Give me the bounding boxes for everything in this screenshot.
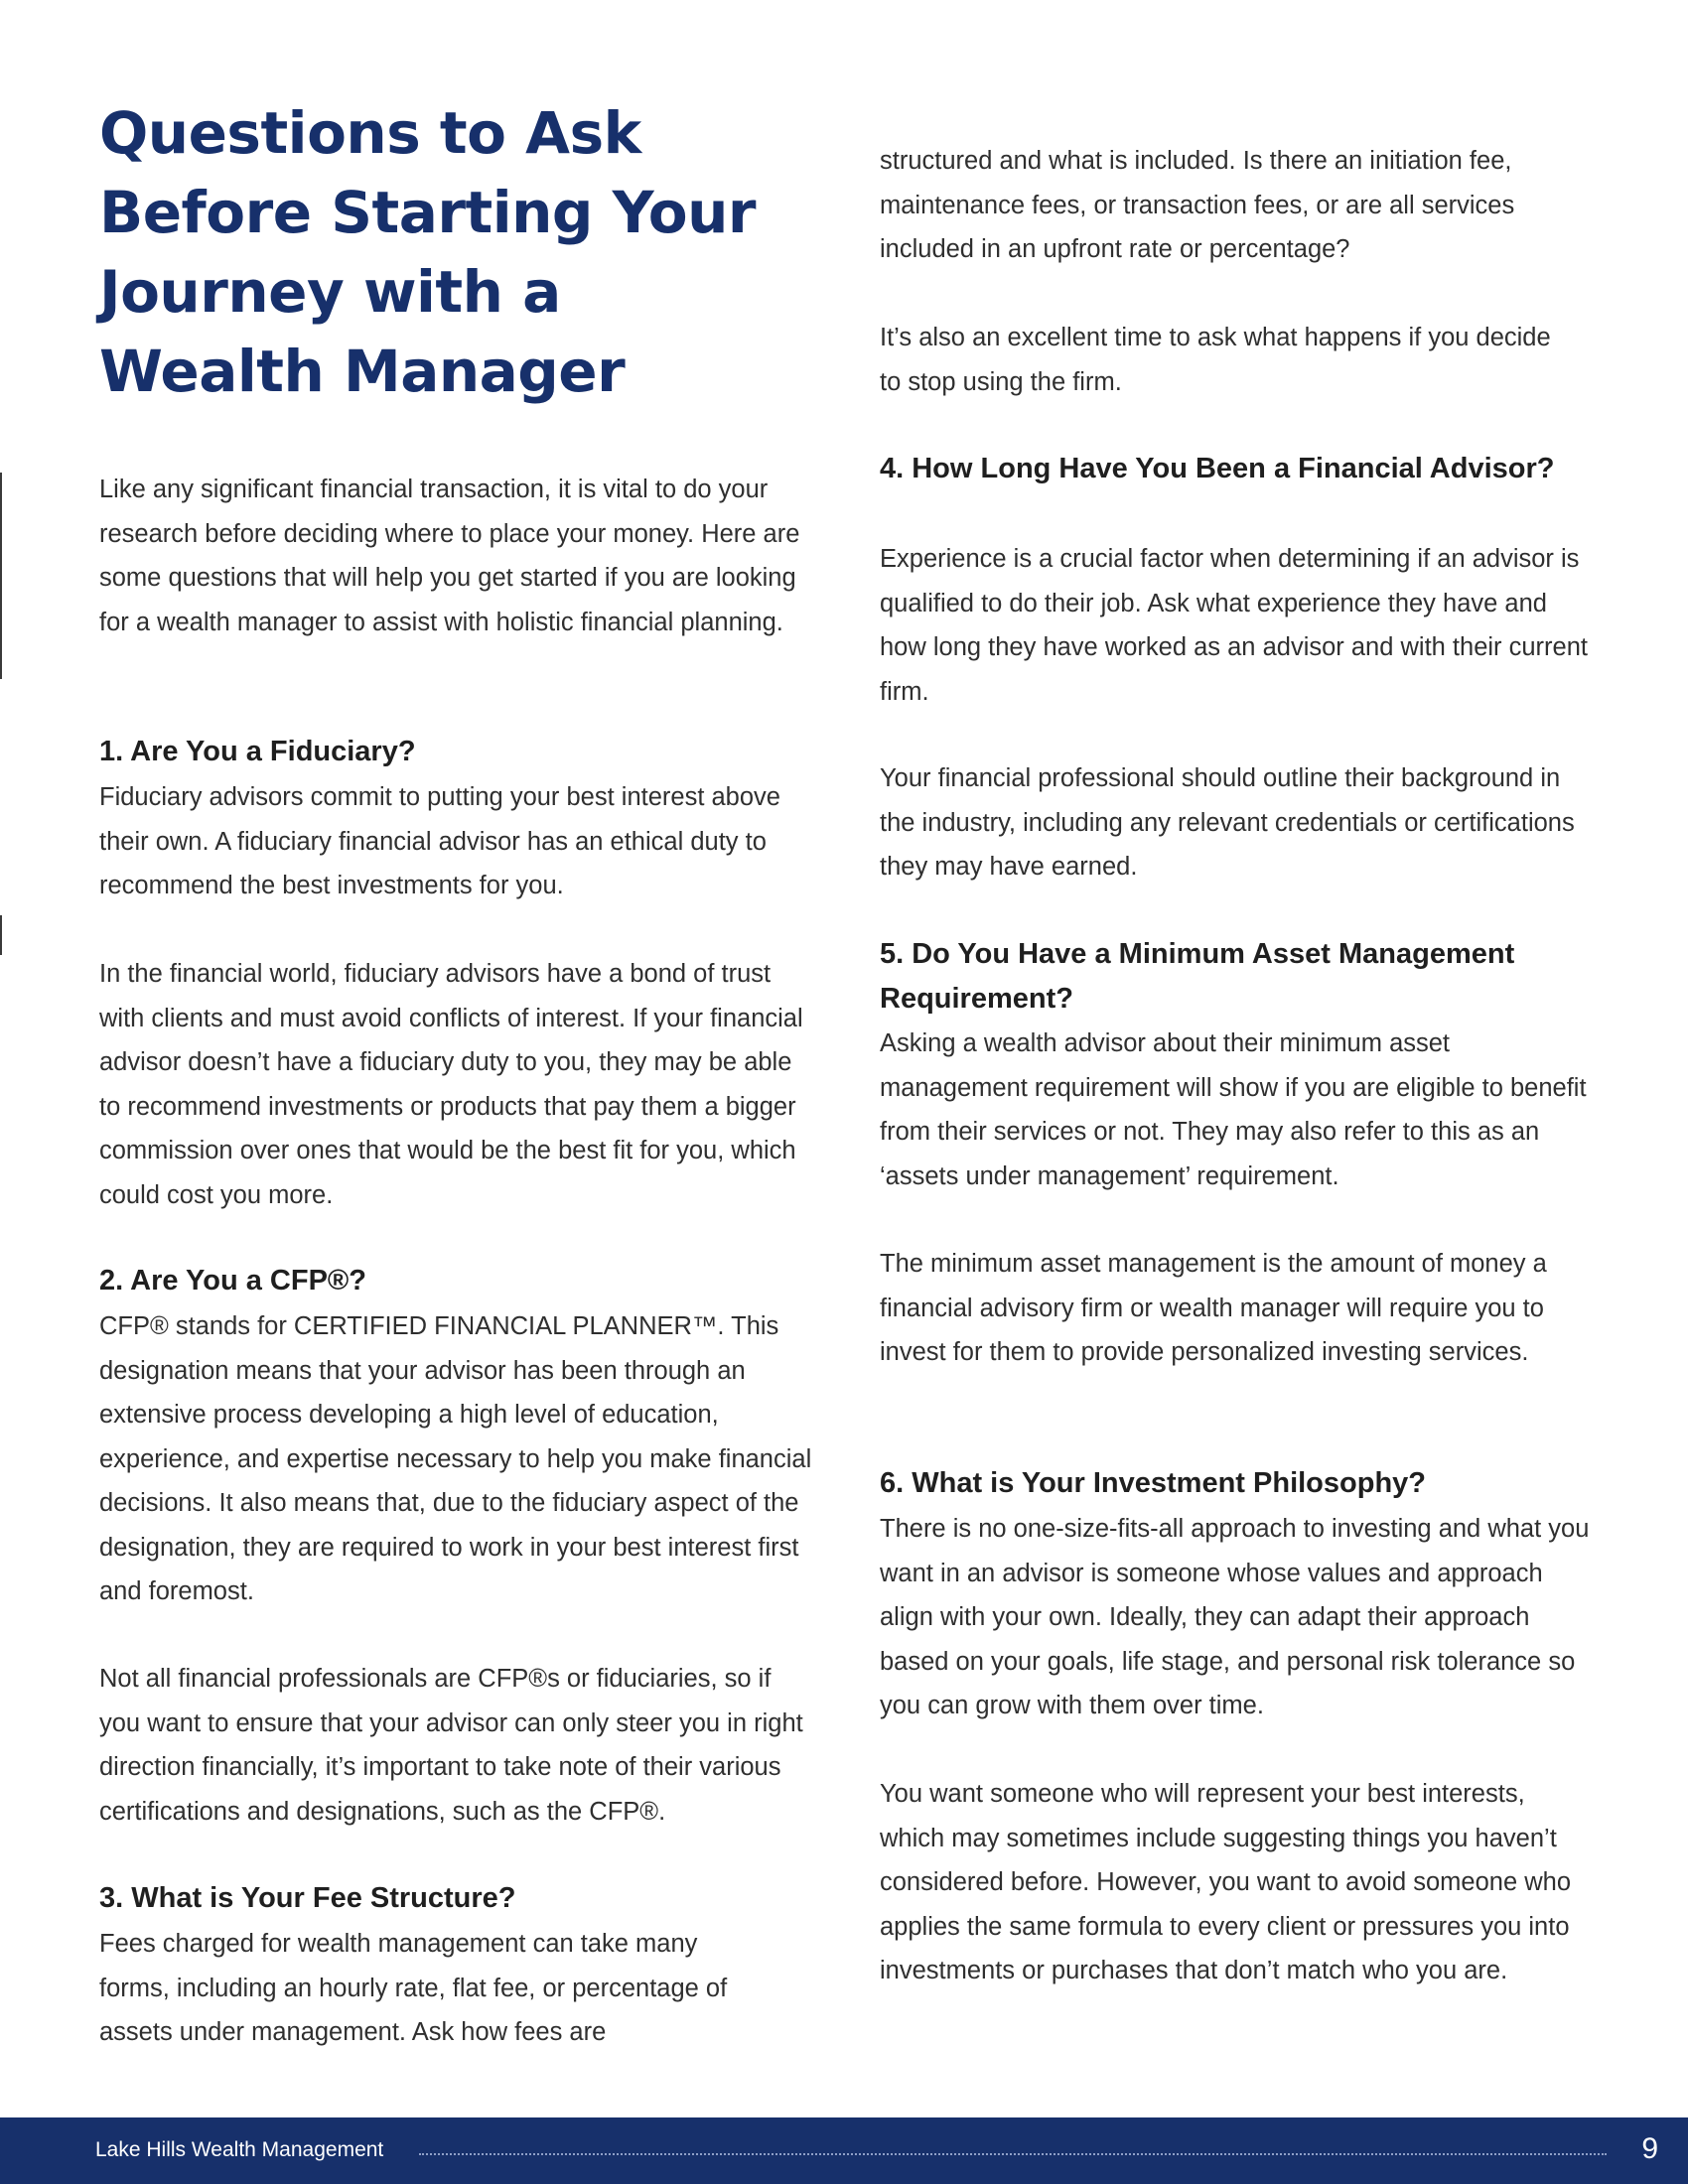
question-3-paragraph-1-continued: structured and what is included. Is there an initiation fee, maintenance fees, or transaction fees, or are all services included in an upfront rate or percentage? bbox=[880, 147, 1515, 263]
question-1-paragraph-2: In the financial world, fiduciary advisors have a bond of trust with clients and must avoid conflicts of interest. If your financial advisor doesn’t have a fiduciary duty to you, they may be able to recommend investments or products that pay them a bigger commission over ones that would be the best fit for you, which could cost you more. bbox=[99, 960, 803, 1209]
question-6-paragraph-2: You want someone who will represent your best interests, which may sometimes include suggesting things you haven’t considered before. However, you want to avoid someone who applies the same formula to every client or pressures you into investments or purchases that don’t match who you are. bbox=[880, 1780, 1571, 1984]
question-1-heading: 1. Are You a Fiduciary? bbox=[99, 736, 416, 767]
footer-bar bbox=[0, 2117, 1688, 2184]
question-5-paragraph-2: The minimum asset management is the amount of money a financial advisory firm or wealth manager will require you to invest for them to provide personalized investing services. bbox=[880, 1250, 1547, 1366]
question-4-heading: 4. How Long Have You Been a Financial Advisor? bbox=[880, 453, 1555, 484]
intro-paragraph: Like any significant financial transaction, it is vital to do your research before deciding where to place your money. Here are some questions that will help you get started if you are looking for a wealth manager to assist with holistic financial planning. bbox=[99, 476, 800, 636]
question-1-paragraph-1: Fiduciary advisors commit to putting your best interest above their own. A fiduciary financial advisor has an ethical duty to recommend the best investments for you. bbox=[99, 783, 780, 899]
question-3-paragraph-1-start: Fees charged for wealth management can take many forms, including an hourly rate, flat fee, or percentage of assets under management. Ask how fees are bbox=[99, 1930, 728, 2046]
question-3-paragraph-2: It’s also an excellent time to ask what happens if you decide to stop using the firm. bbox=[880, 324, 1551, 396]
question-2-paragraph-1: CFP® stands for CERTIFIED FINANCIAL PLANNER™. This designation means that your advisor has been through an extensive process developing a high level of education, experience, and expertise necessary to help you make financial decisions. It also means that, due to the fiduciary aspect of the designation, they are required to work in your best interest first and foremost. bbox=[99, 1312, 812, 1605]
page-title: Questions to Ask Before Starting Your Journey with a Wealth Manager bbox=[99, 99, 757, 405]
left-edge-mark bbox=[0, 915, 2, 955]
question-5-paragraph-1: Asking a wealth advisor about their minimum asset management requirement will show if you are eligible to benefit from their services or not. They may also refer to this as an ‘assets under management’ requirement. bbox=[880, 1029, 1587, 1190]
question-2-paragraph-2: Not all financial professionals are CFP®s or fiduciaries, so if you want to ensure that your advisor can only steer you in right direction financially, it’s important to take note of their various certifications and designations, such as the CFP®. bbox=[99, 1665, 803, 1826]
question-3-heading: 3. What is Your Fee Structure? bbox=[99, 1882, 516, 1914]
question-4-paragraph-2: Your financial professional should outline their background in the industry, including any relevant credentials or certifications they may have earned. bbox=[880, 764, 1575, 881]
footer-brand: Lake Hills Wealth Management bbox=[95, 2138, 384, 2161]
question-4-paragraph-1: Experience is a crucial factor when determining if an advisor is qualified to do their job. Ask what experience they have and how long they have worked as an advisor and with their current firm. bbox=[880, 545, 1588, 706]
footer-dotted-rule bbox=[419, 2153, 1607, 2155]
left-edge-mark bbox=[0, 473, 2, 679]
question-2-heading: 2. Are You a CFP®? bbox=[99, 1265, 367, 1297]
question-5-heading: 5. Do You Have a Minimum Asset Management Requirement? bbox=[880, 938, 1515, 1015]
question-6-heading: 6. What is Your Investment Philosophy? bbox=[880, 1467, 1427, 1499]
question-6-paragraph-1: There is no one-size-fits-all approach to investing and what you want in an advisor is someone whose values and approach align with your own. Ideally, they can adapt their approach based on your goals, life stage, and personal risk tolerance so you can grow with them over time. bbox=[880, 1515, 1590, 1719]
page-number: 9 bbox=[1641, 2132, 1658, 2165]
